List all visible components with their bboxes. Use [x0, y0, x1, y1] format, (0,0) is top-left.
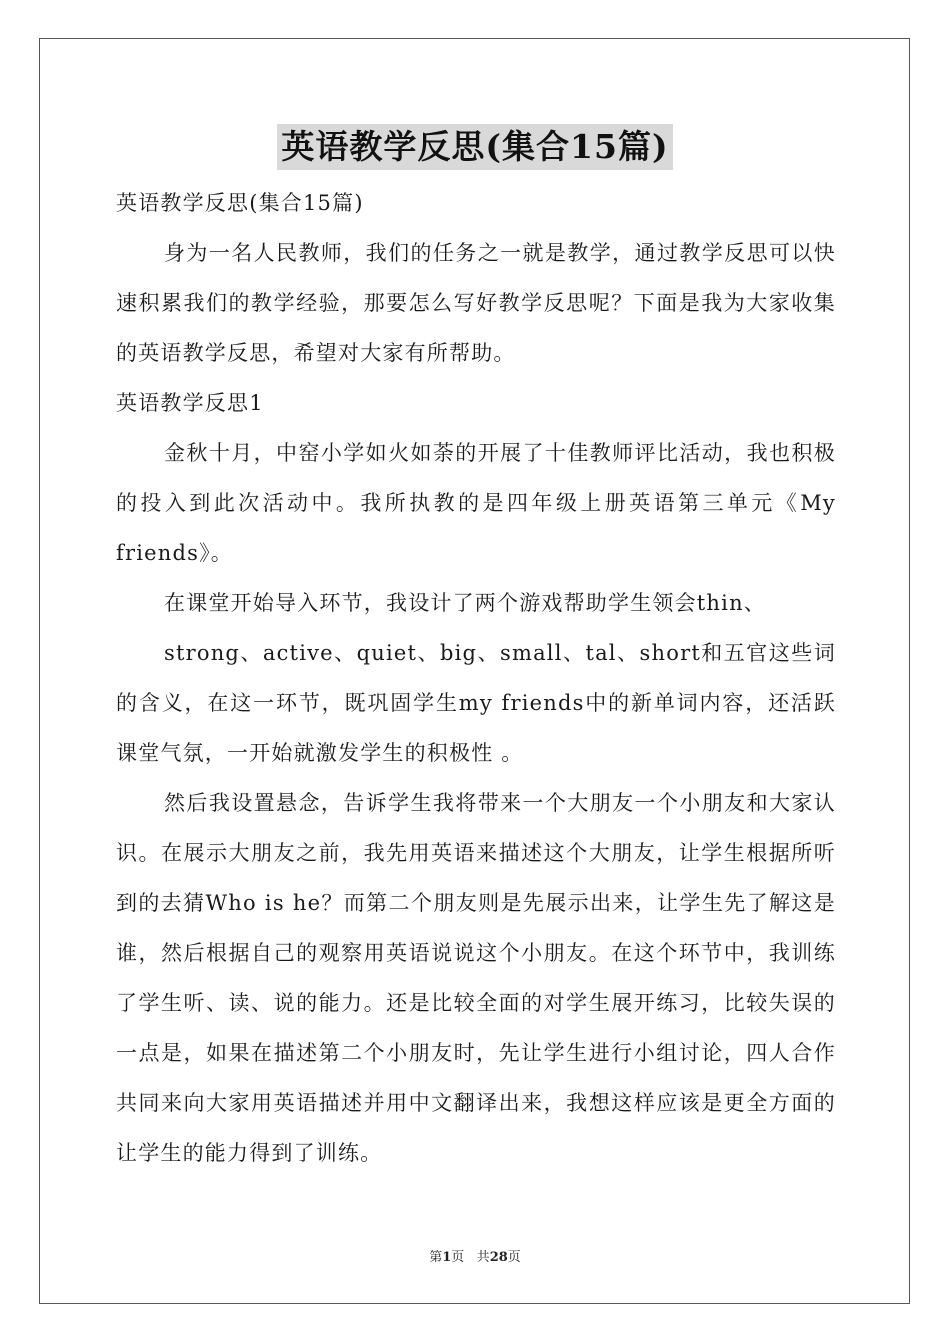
subtitle-line: 英语教学反思(集合15篇) — [116, 191, 364, 215]
document-title: 英语教学反思(集合15篇) — [277, 124, 672, 170]
section-heading: 英语教学反思1 — [116, 391, 264, 415]
page-footer — [0, 1246, 950, 1265]
body-paragraph: 然后我设置悬念，告诉学生我将带来一个大朋友一个小朋友和大家认识。在展示大朋友之前，我先用英语来描述这个大朋友，让学生根据所听到的去猜Who is he？而第二个朋友则是先展示出来，让学生先了解这是谁，然后根据自己的观察用英语说说这个小朋友。在这个环节中，我训练了学生听、读、说的能力。还是比较全面的对学生展开练习，比较失误的一点是，如果在描述第二个小朋友时，先让学生进行小组讨论，四人合作共同来向大家用英语描述并用中文翻译出来，我想这样应该是更全方面的让学生的能力得到了训练。 — [116, 791, 836, 1165]
page-total: 28 — [489, 1250, 508, 1265]
body-paragraph: 金秋十月，中窑小学如火如荼的开展了十佳教师评比活动，我也积极的投入到此次活动中。我所执教的是四年级上册英语第三单元《My friends》。 — [116, 441, 836, 565]
page-current: 1 — [442, 1250, 452, 1265]
page-suffix: 页 — [451, 1250, 465, 1265]
document-body — [116, 178, 836, 1178]
total-suffix: 页 — [507, 1250, 521, 1265]
page-prefix: 第 — [429, 1250, 443, 1265]
body-paragraph: 在课堂开始导入环节，我设计了两个游戏帮助学生领会thin、 — [164, 591, 767, 615]
total-prefix: 共 — [476, 1250, 490, 1265]
intro-paragraph: 身为一名人民教师，我们的任务之一就是教学，通过教学反思可以快速积累我们的教学经验，那要怎么写好教学反思呢？下面是我为大家收集的英语教学反思，希望对大家有所帮助。 — [116, 241, 836, 365]
title-wrap — [0, 124, 950, 170]
body-paragraph: strong、active、quiet、big、small、tal、short和五官这些词的含义，在这一环节，既巩固学生my friends中的新单词内容，还活跃课堂气氛，一开始就激发学生的积极性 。 — [116, 641, 836, 765]
